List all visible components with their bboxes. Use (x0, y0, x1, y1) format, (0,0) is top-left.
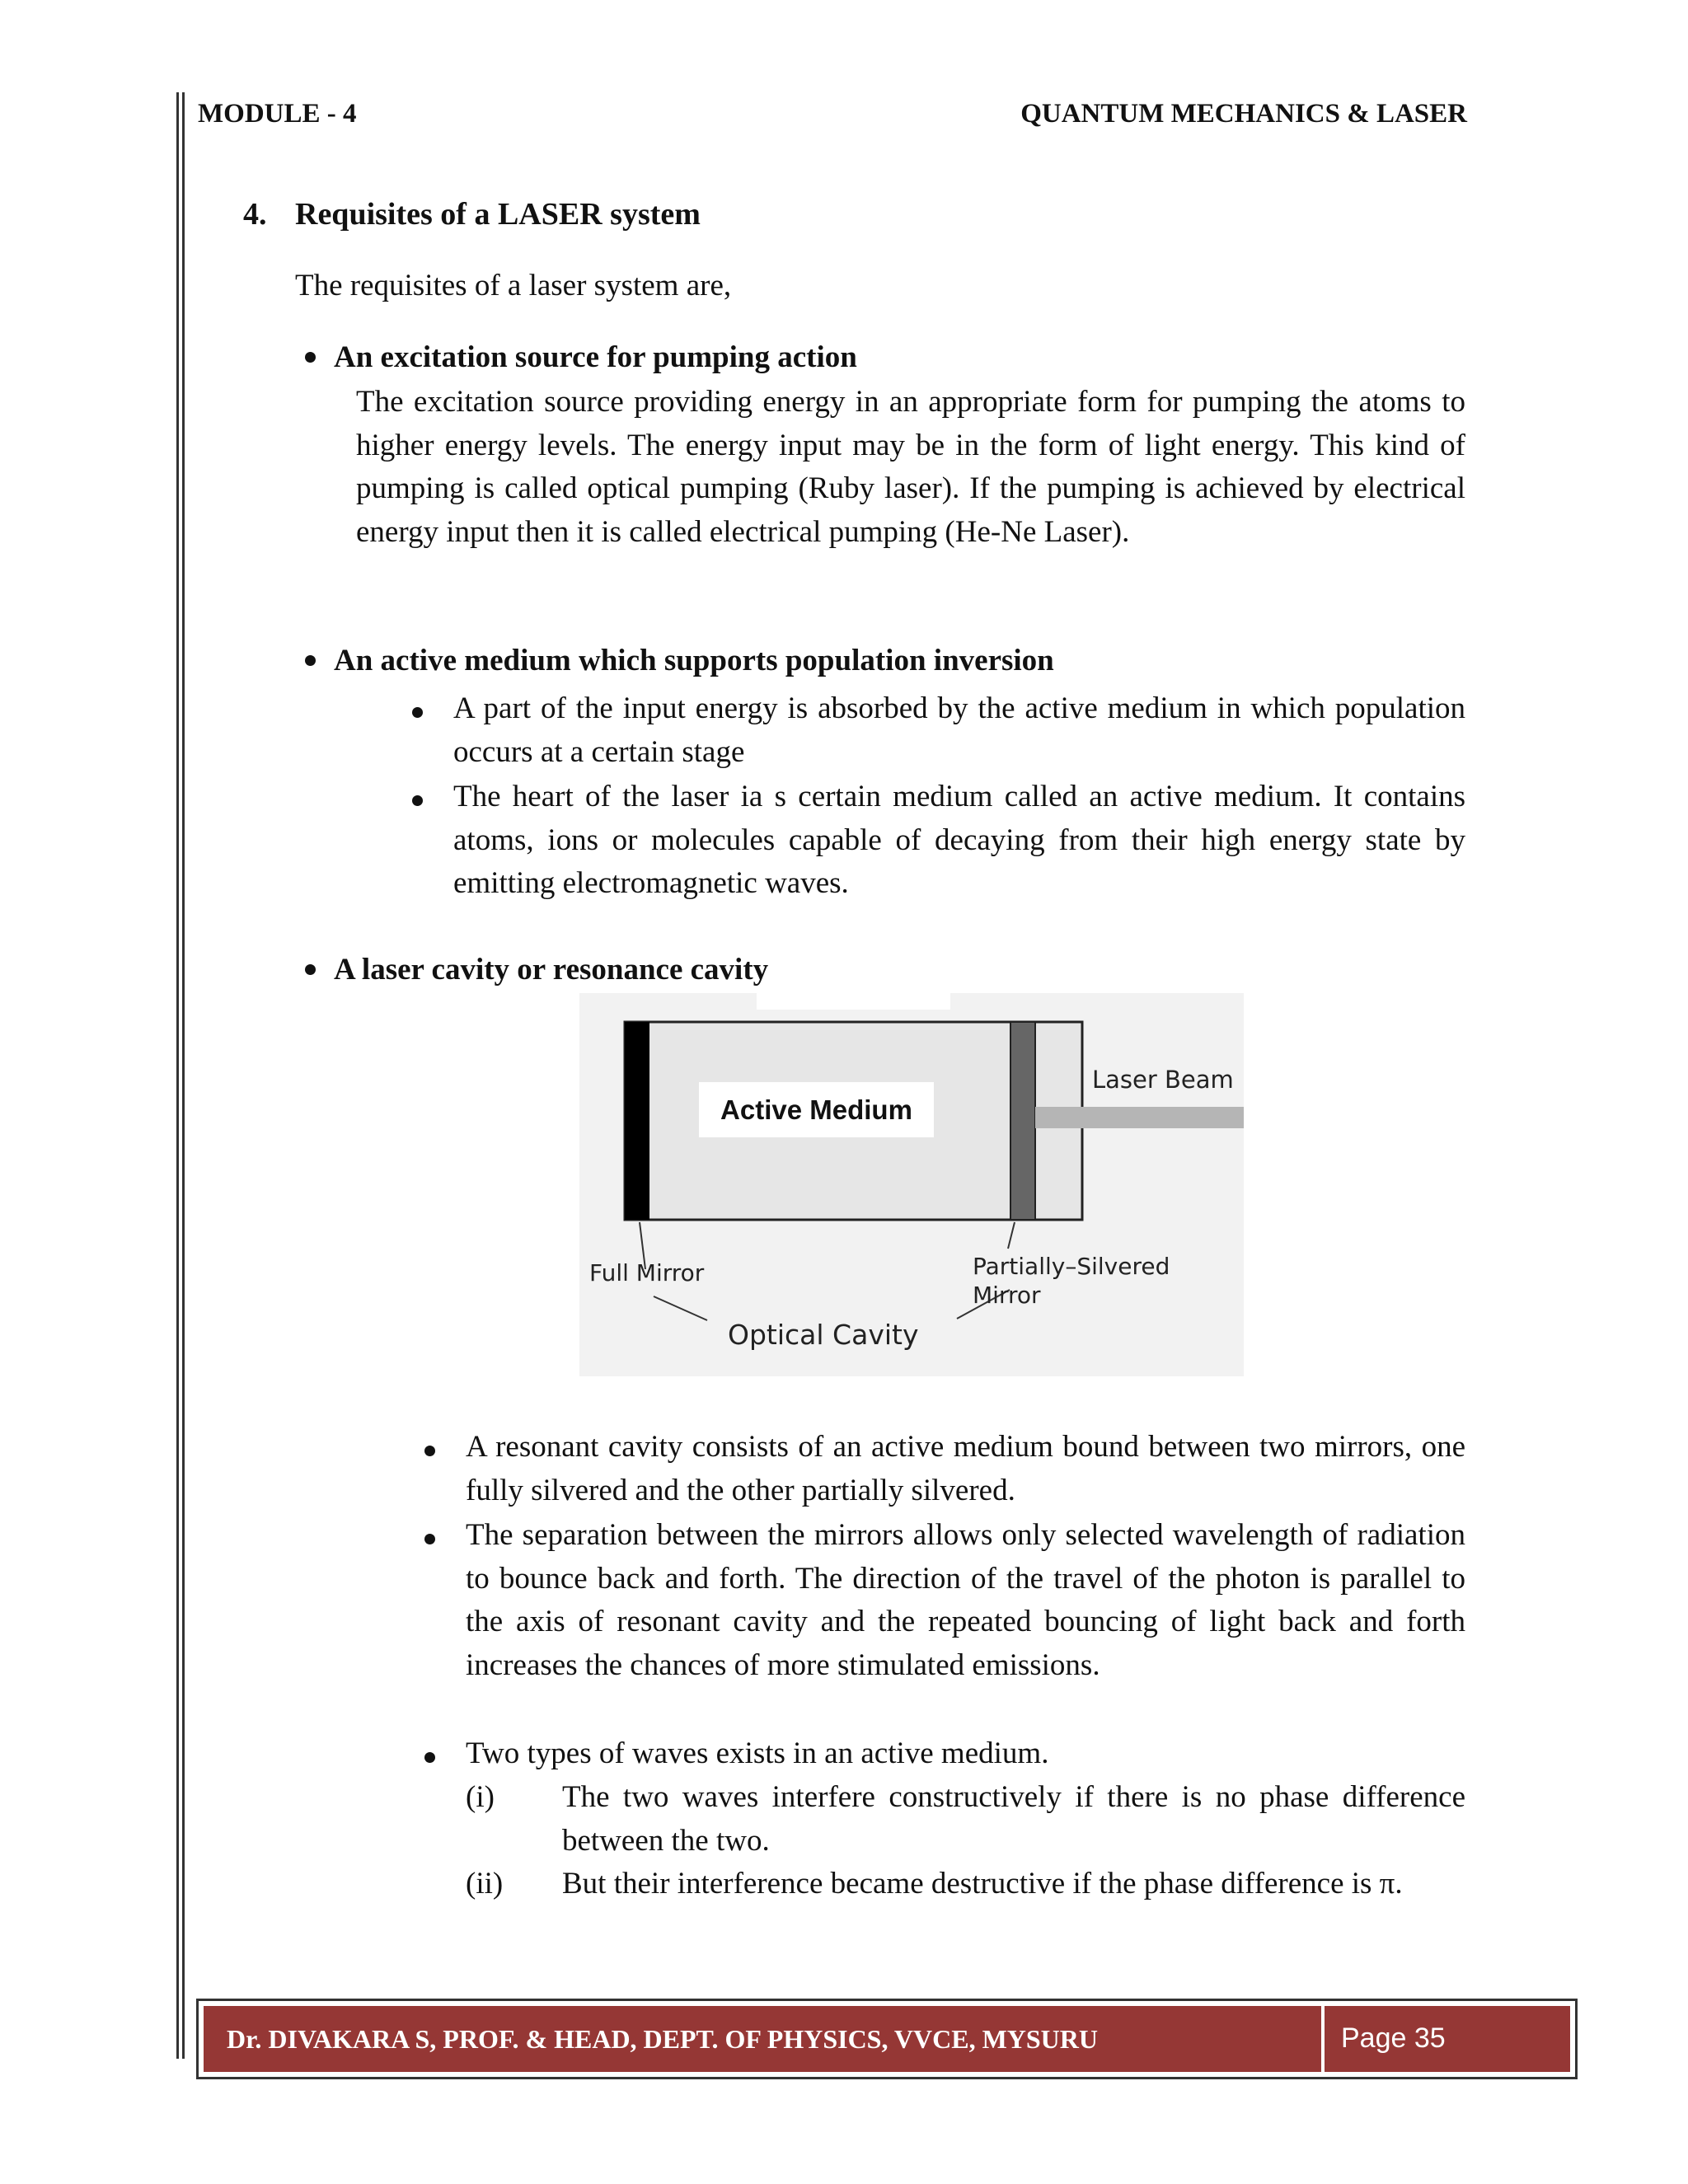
module-label: MODULE - 4 (198, 99, 357, 129)
page-footer (196, 1999, 1578, 2079)
cavity-pointer-left (654, 1296, 707, 1320)
bullet-icon (305, 964, 316, 975)
bullet-icon (412, 795, 423, 806)
full-mirror-label: Full Mirror (589, 1259, 705, 1286)
laser-cavity-diagram (579, 993, 1244, 1376)
excitation-paragraph: The excitation source providing energy in an appropriate form for pumping the atoms to higher energy levels. The energy input may be in the form of light energy. This kind of pumping is called optical pumping (Ruby laser). If the pumping is achieved by electrical energy input then it is called electrical pumping (He-Ne Laser). (356, 385, 1465, 549)
footer-band (204, 2006, 1570, 2072)
laser-beam-label: Laser Beam (1092, 1066, 1234, 1094)
subject-label: QUANTUM MECHANICS & LASER (1020, 99, 1467, 129)
bullet-icon (305, 352, 316, 363)
bullet-heading-text: An active medium which supports population inversion (334, 644, 1054, 677)
subpoint-numeral-1: (i) (466, 1780, 495, 1814)
point-text: The heart of the laser ia s certain medium called an active medium. It contains atoms, ions or molecules capable of decaying from their high energy state by emitting electromagnetic waves. (453, 780, 1465, 900)
footer-separator (1321, 2006, 1325, 2072)
cavity-point-1 (466, 1426, 1465, 1512)
bullet-heading-active-medium (305, 643, 1054, 678)
point-text: Two types of waves exists in an active medium. (466, 1736, 1049, 1770)
section-number: 4. (243, 197, 267, 232)
bullet-heading-cavity (305, 952, 768, 987)
left-margin-line-1 (176, 92, 179, 2059)
bullet-heading-text: An excitation source for pumping action (334, 340, 857, 374)
optical-cavity-label: Optical Cavity (728, 1319, 919, 1351)
partial-mirror-label: Partially–Silvered (973, 1253, 1170, 1280)
partial-mirror-label-line2: Mirror (973, 1282, 1041, 1309)
bullet-heading-text: A laser cavity or resonance cavity (334, 953, 769, 987)
cavity-point-2 (466, 1514, 1465, 1687)
footer-author: Dr. DIVAKARA S, PROF. & HEAD, DEPT. OF PHYSICS, VVCE, MYSURU (227, 2024, 1098, 2054)
point-text: The separation between the mirrors allows only selected wavelength of radiation to bounce back and forth. The direction of the travel of the photon is parallel to the axis of resonant cavity and the repeated bouncing of light back and forth increases the chances of more stimulated emissions. (466, 1518, 1465, 1682)
subpoint-numeral-2: (ii) (466, 1867, 504, 1900)
laser-beam (1035, 1107, 1244, 1128)
subpoint-text-2: But their interference became destructive if the phase difference is π. (562, 1867, 1403, 1900)
full-mirror (625, 1022, 649, 1220)
bullet-icon (412, 707, 423, 718)
active-medium-point-1 (453, 687, 1465, 774)
subpoint-text-1: The two waves interfere constructively if there is no phase difference between the two. (562, 1780, 1465, 1858)
bullet-icon (424, 1446, 435, 1456)
bullet-heading-excitation (305, 340, 857, 375)
bullet-icon (305, 655, 316, 666)
active-medium-label: Active Medium (699, 1082, 934, 1137)
partial-mirror-pointer (1008, 1222, 1015, 1249)
bullet-icon (424, 1534, 435, 1544)
partial-mirror (1010, 1022, 1035, 1220)
bullet-icon (424, 1752, 435, 1763)
point-text: A resonant cavity consists of an active medium bound between two mirrors, one fully silvered and the other partially silvered. (466, 1430, 1465, 1507)
cavity-point-3 (466, 1732, 1465, 1776)
section-title: Requisites of a LASER system (295, 197, 701, 232)
active-medium-point-2 (453, 776, 1465, 906)
left-margin-line-2 (182, 92, 185, 2059)
point-text: A part of the input energy is absorbed by the active medium in which population occurs at a certain stage (453, 691, 1465, 769)
section-intro: The requisites of a laser system are, (295, 269, 732, 302)
page-number: Page 35 (1341, 2022, 1446, 2054)
